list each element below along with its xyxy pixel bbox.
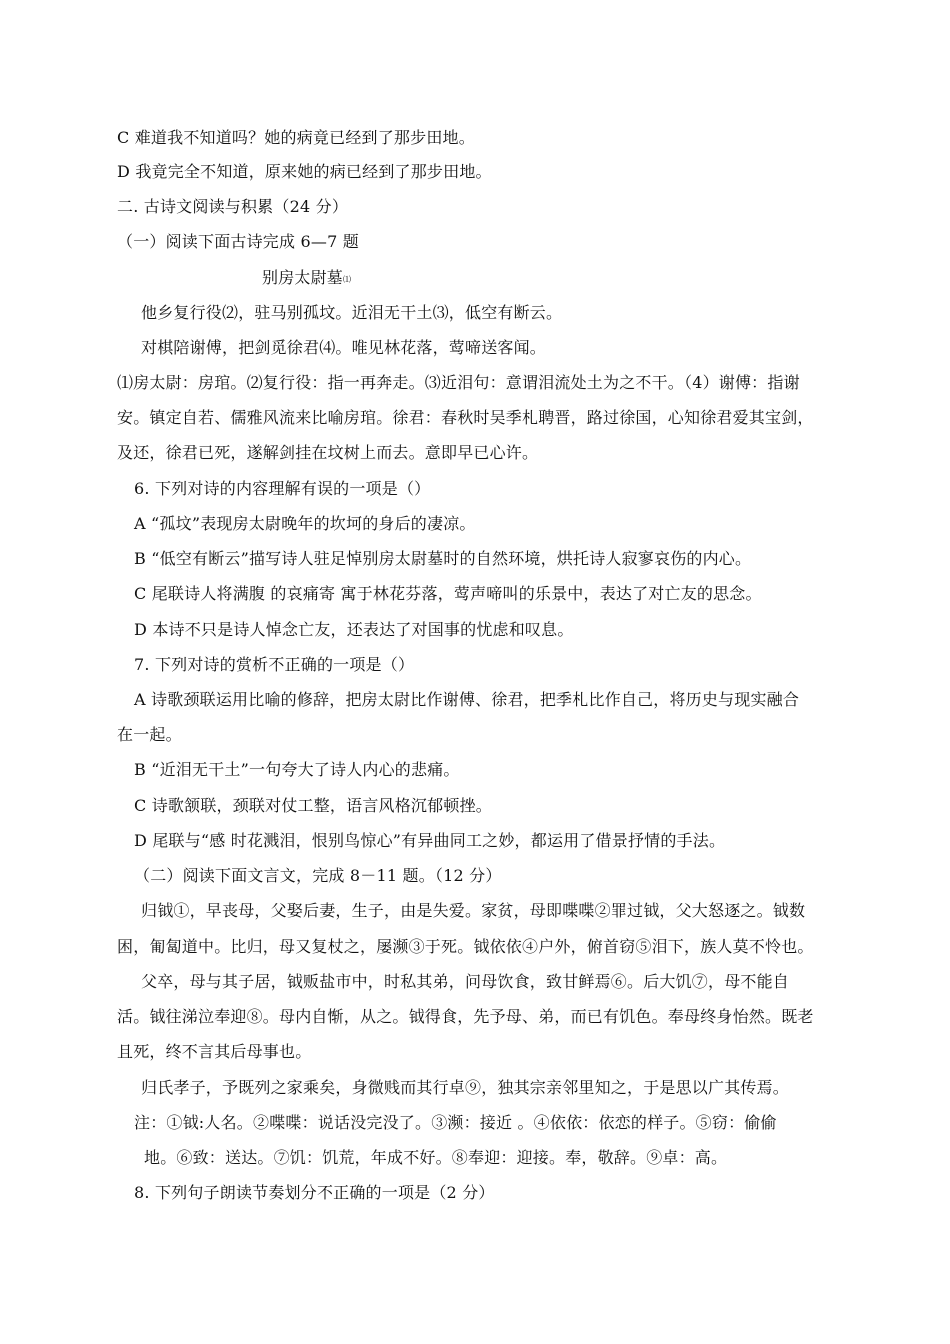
subsection-heading-prose: （二）阅读下面文言文，完成 8－11 题。（12 分） [134,866,502,885]
prose-para-1-line-2: 困，匍匐道中。比归，母又复杖之，屡濒③于死。钺依依④户外，俯首窃⑤泪下，族人莫不怜也。 [117,937,814,956]
option-c-q5: C 难道我不知道吗？她的病竟已经到了那步田地。 [117,128,475,147]
option-d-q5: D 我竟完全不知道，原来她的病已经到了那步田地。 [117,162,492,181]
q6-option-b: B “低空有断云”描写诗人驻足悼别房太尉墓时的自然环境，烘托诗人寂寥哀伤的内心。 [134,549,752,568]
poem-line-1: 他乡复行役⑵，驻马别孤坟。近泪无干土⑶，低空有断云。 [141,303,563,322]
question-8: 8. 下列句子朗读节奏划分不正确的一项是（2 分） [134,1183,495,1202]
q7-option-d: D 尾联与“感 时花溅泪，恨别鸟惊心”有异曲同工之妙，都运用了借景抒情的手法。 [134,831,726,850]
poem-title-text: 别房太尉墓 [262,268,344,287]
prose-para-2-line-1: 父卒，母与其子居，钺贩盐市中，时私其弟，问母饮食，致甘鲜焉⑥。后大饥⑦，母不能自 [141,972,790,991]
q7-option-b: B “近泪无干土”一句夸大了诗人内心的悲痛。 [134,760,460,779]
q7-option-a-cont: 在一起。 [117,725,182,744]
q6-option-c: C 尾联诗人将满腹 的哀痛寄 寓于林花芬落，莺声啼叫的乐景中，表达了对亡友的思念。 [134,584,762,603]
question-6: 6. 下列对诗的内容理解有误的一项是（） [134,479,431,498]
poem-title-note-mark: ⑴ [343,275,352,284]
poem-note-2: 安。镇定自若、儒雅风流来比喻房琯。徐君：春秋时吴季札聘晋，路过徐国，心知徐君爱其宝剑， [117,408,814,427]
prose-para-3: 归氏孝子，予既列之家乘矣，身微贱而其行卓⑨，独其宗亲邻里知之，于是思以广其传焉。 [141,1078,790,1097]
q7-option-c: C 诗歌颔联，颈联对仗工整，语言风格沉郁顿挫。 [134,796,492,815]
q6-option-d: D 本诗不只是诗人悼念亡友，还表达了对国事的忧虑和叹息。 [134,620,574,639]
prose-para-2-line-3: 且死，终不言其后母事也。 [117,1042,312,1061]
prose-note-2: 地。⑥致：送达。⑦饥：饥荒，年成不好。⑧奉迎：迎接。奉，敬辞。⑨卓：高。 [144,1148,728,1167]
prose-para-2-line-2: 活。钺往涕泣奉迎⑧。母内自惭，从之。钺得食，先予母、弟，而已有饥色。奉母终身怡然。既老 [117,1007,814,1026]
section-heading-classical: 二. 古诗文阅读与积累（24 分） [117,197,349,216]
prose-note-1: 注：①钺:人名。②喋喋：说话没完没了。③濒：接近 。④依依：依恋的样子。⑤窃：偷偷 [134,1113,777,1132]
poem-line-2: 对棋陪谢傅，把剑觅徐君⑷。唯见林花落，莺啼送客闻。 [141,338,547,357]
poem-note-1: ⑴房太尉：房琯。⑵复行役：指一再奔走。⑶近泪句：意谓泪流处土为之不干。（4）谢傅：指谢 [117,373,800,392]
poem-note-3: 及还，徐君已死，遂解剑挂在坟树上而去。意即早已心许。 [117,443,539,462]
q6-option-a: A “孤坟”表现房太尉晚年的坎坷的身后的凄凉。 [134,514,476,533]
subsection-heading-poem: （一）阅读下面古诗完成 6—7 题 [117,232,359,251]
question-7: 7. 下列对诗的赏析不正确的一项是（） [134,655,415,674]
prose-para-1-line-1: 归钺①，早丧母，父娶后妻，生子，由是失爱。家贫，母即喋喋②罪过钺，父大怒逐之。钺数 [141,901,806,920]
poem-title [262,268,351,290]
q7-option-a: A 诗歌颈联运用比喻的修辞，把房太尉比作谢傅、徐君，把季札比作自己，将历史与现实融合 [134,690,800,709]
